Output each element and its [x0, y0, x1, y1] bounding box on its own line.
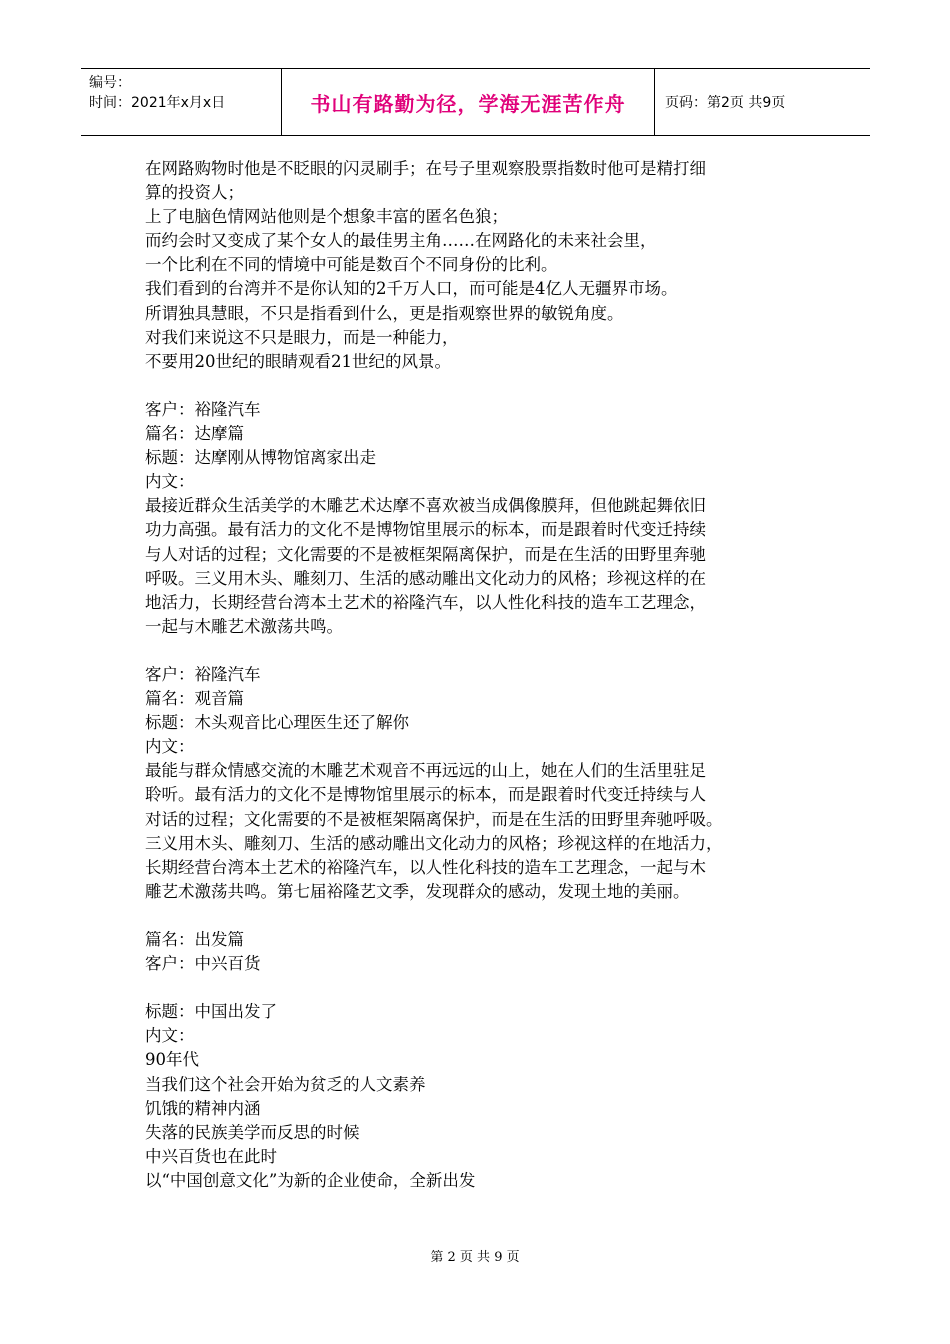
text-line: 三义用木头、雕刻刀、生活的感动雕出文化动力的风格；珍视这样的在地活力， [145, 833, 723, 853]
body-label: 内文： [145, 1026, 195, 1046]
text-line: 长期经营台湾本土艺术的裕隆汽车，以人性化科技的造车工艺理念，一起与木 [145, 857, 706, 877]
text-line: 失落的民族美学而反思的时候 [145, 1122, 360, 1142]
text-line: 功力高强。最有活力的文化不是博物馆里展示的标本，而是跟着时代变迁持续 [145, 520, 706, 540]
title-line: 标题：达摩刚从博物馆离家出走 [145, 448, 376, 468]
piece-line: 篇名：观音篇 [145, 689, 244, 709]
body-label: 内文： [145, 472, 195, 492]
text-line: 不要用20世纪的眼睛观看21世纪的风景。 [145, 351, 451, 371]
text-line: 饥饿的精神内涵 [145, 1098, 261, 1118]
body-label: 内文： [145, 737, 195, 757]
text-line: 一起与木雕艺术激荡共鸣。 [145, 616, 343, 636]
client-line: 客户：裕隆汽车 [145, 664, 261, 684]
header-motto: 书山有路勤为径，学海无涯苦作舟 [281, 69, 655, 135]
text-line: 中兴百货也在此时 [145, 1146, 277, 1166]
section-dama [145, 398, 815, 639]
text-line: 以“中国创意文化”为新的企业使命，全新出发 [145, 1170, 476, 1190]
piece-line: 篇名：达摩篇 [145, 424, 244, 444]
text-line: 对话的过程；文化需要的不是被框架隔离保护，而是在生活的田野里奔驰呼吸。 [145, 809, 723, 829]
date-label: 时间：2021年x月x日 [89, 95, 226, 111]
body-text [145, 759, 815, 904]
section-chufa [145, 928, 815, 1193]
document-body [145, 157, 815, 1193]
section-gap [145, 639, 815, 663]
text-line: 对我们来说这不只是眼力，而是一种能力， [145, 327, 459, 347]
text-line: 雕艺术激荡共鸣。第七届裕隆艺文季，发现群众的感动，发现土地的美丽。 [145, 881, 690, 901]
text-line: 90年代 [145, 1050, 199, 1070]
text-line: 最能与群众情感交流的木雕艺术观音不再远远的山上，她在人们的生活里驻足 [145, 761, 706, 781]
piece-line: 篇名：出发篇 [145, 930, 244, 949]
intro-section [145, 157, 815, 374]
text-line: 当我们这个社会开始为贫乏的人文素养 [145, 1074, 426, 1094]
section-gap [145, 374, 815, 398]
number-label: 编号： [89, 75, 131, 91]
text-line: 一个比利在不同的情境中可能是数百个不同身份的比利。 [145, 255, 558, 275]
text-line: 上了电脑色情网站他则是个想象丰富的匿名色狼； [145, 207, 508, 227]
text-line: 我们看到的台湾并不是你认知的2千万人口，而可能是4亿人无疆界市场。 [145, 279, 678, 299]
text-line: 与人对话的过程；文化需要的不是被框架隔离保护，而是在生活的田野里奔驰 [145, 544, 706, 564]
text-line: 在网路购物时他是不眨眼的闪灵刷手；在号子里观察股票指数时他可是精打细 [145, 159, 706, 178]
text-line: 聆听。最有活力的文化不是博物馆里展示的标本，而是跟着时代变迁持续与人 [145, 785, 706, 805]
section-gap [145, 904, 815, 928]
section-guanyin [145, 663, 815, 904]
body-text [145, 494, 815, 639]
text-line: 地活力，长期经营台湾本土艺术的裕隆汽车，以人性化科技的造车工艺理念， [145, 592, 706, 612]
page-footer: 第 2 页 共 9 页 [430, 1250, 520, 1265]
text-line: 算的投资人； [145, 183, 244, 203]
title-line: 标题：木头观音比心理医生还了解你 [145, 713, 409, 733]
body-text [145, 1048, 815, 1193]
title-line: 标题：中国出发了 [145, 1002, 277, 1022]
page-header [81, 68, 870, 136]
header-page-info: 页码：第2页 共9页 [665, 95, 786, 111]
text-line: 而约会时又变成了某个女人的最佳男主角……在网路化的未来社会里， [145, 231, 657, 251]
client-line: 客户：裕隆汽车 [145, 399, 261, 419]
text-line: 最接近群众生活美学的木雕艺术达摩不喜欢被当成偶像膜拜，但他跳起舞依旧 [145, 496, 706, 516]
text-line: 呼吸。三义用木头、雕刻刀、生活的感动雕出文化动力的风格；珍视这样的在 [145, 568, 706, 588]
section-gap [145, 976, 815, 1000]
header-meta [81, 69, 281, 135]
text-line: 所谓独具慧眼，不只是指看到什么，更是指观察世界的敏锐角度。 [145, 303, 624, 323]
client-line: 客户：中兴百货 [145, 954, 261, 974]
